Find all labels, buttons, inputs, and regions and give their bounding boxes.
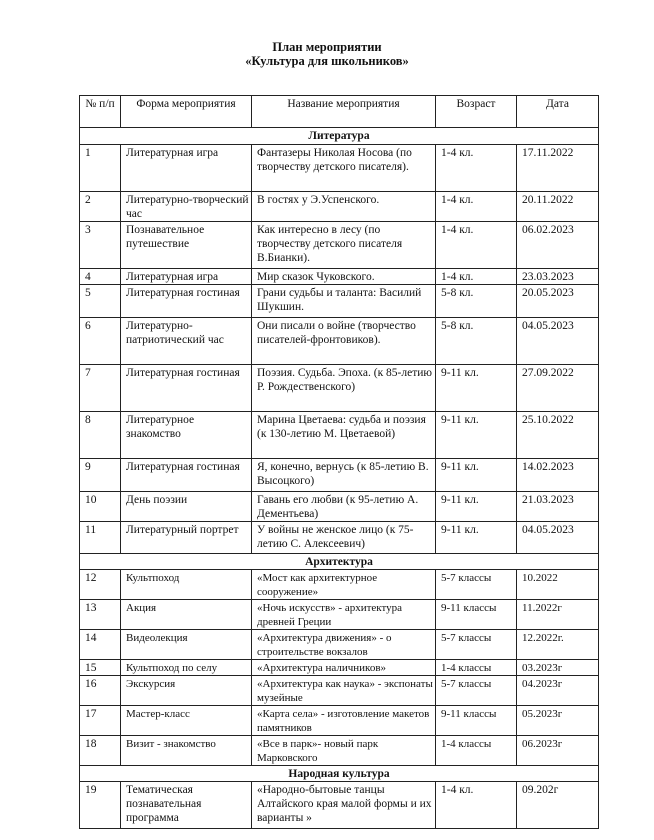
cell-number: 11 bbox=[80, 522, 121, 554]
cell-date: 05.2023г bbox=[517, 706, 599, 736]
cell-date: 04.05.2023 bbox=[517, 522, 599, 554]
cell-title: «Карта села» - изготовление макетов памятников bbox=[252, 706, 436, 736]
cell-title: Мир сказок Чуковского. bbox=[252, 269, 436, 285]
cell-date: 12.2022г. bbox=[517, 630, 599, 660]
cell-date: 04.05.2023 bbox=[517, 318, 599, 365]
cell-number: 14 bbox=[80, 630, 121, 660]
cell-number: 12 bbox=[80, 570, 121, 600]
page-title-line2: «Культура для школьников» bbox=[245, 54, 409, 68]
cell-number: 18 bbox=[80, 736, 121, 766]
cell-title: Я, конечно, вернусь (к 85-летию В. Высоцкого) bbox=[252, 459, 436, 492]
cell-title: Поэзия. Судьба. Эпоха. (к 85-летию Р. Рождественского) bbox=[252, 365, 436, 412]
cell-age: 9-11 кл. bbox=[436, 492, 517, 522]
cell-title: «Мост как архитектурное сооружение» bbox=[252, 570, 436, 600]
cell-title: «Архитектура наличников» bbox=[252, 660, 436, 676]
cell-form: Литературно-творческий час bbox=[121, 192, 252, 222]
cell-form: Мастер-класс bbox=[121, 706, 252, 736]
cell-form: Познавательное путешествие bbox=[121, 222, 252, 269]
cell-age: 9-11 классы bbox=[436, 706, 517, 736]
cell-title: Фантазеры Николая Носова (по творчеству детского писателя). bbox=[252, 145, 436, 192]
cell-date: 11.2022г bbox=[517, 600, 599, 630]
table-row bbox=[80, 145, 599, 192]
column-header-number: № п/п bbox=[80, 96, 121, 128]
cell-date: 23.03.2023 bbox=[517, 269, 599, 285]
cell-form: День поэзии bbox=[121, 492, 252, 522]
table-row bbox=[80, 285, 599, 318]
section-row bbox=[80, 128, 599, 145]
table-row bbox=[80, 600, 599, 630]
cell-age: 1-4 кл. bbox=[436, 782, 517, 829]
cell-form: Литературная гостиная bbox=[121, 365, 252, 412]
cell-age: 5-7 классы bbox=[436, 630, 517, 660]
cell-form: Литературная гостиная bbox=[121, 285, 252, 318]
cell-number: 17 bbox=[80, 706, 121, 736]
table-row bbox=[80, 570, 599, 600]
cell-age: 1-4 кл. bbox=[436, 222, 517, 269]
cell-date: 25.10.2022 bbox=[517, 412, 599, 459]
column-header-age: Возраст bbox=[436, 96, 517, 128]
cell-number: 10 bbox=[80, 492, 121, 522]
cell-age: 5-8 кл. bbox=[436, 285, 517, 318]
table-row bbox=[80, 676, 599, 706]
table-row bbox=[80, 412, 599, 459]
table-row bbox=[80, 365, 599, 412]
cell-number: 4 bbox=[80, 269, 121, 285]
cell-number: 6 bbox=[80, 318, 121, 365]
cell-form: Литературная гостиная bbox=[121, 459, 252, 492]
cell-form: Культпоход по селу bbox=[121, 660, 252, 676]
cell-age: 1-4 кл. bbox=[436, 145, 517, 192]
column-header-date: Дата bbox=[517, 96, 599, 128]
cell-form: Литературная игра bbox=[121, 145, 252, 192]
cell-age: 5-8 кл. bbox=[436, 318, 517, 365]
section-row bbox=[80, 766, 599, 782]
cell-date: 17.11.2022 bbox=[517, 145, 599, 192]
cell-form: Экскурсия bbox=[121, 676, 252, 706]
column-header-form: Форма мероприятия bbox=[121, 96, 252, 128]
table-row bbox=[80, 630, 599, 660]
table-row bbox=[80, 192, 599, 222]
cell-title: «Архитектура как наука» - экспонаты музейные bbox=[252, 676, 436, 706]
column-header-title: Название мероприятия bbox=[252, 96, 436, 128]
cell-title: Грани судьбы и таланта: Василий Шукшин. bbox=[252, 285, 436, 318]
cell-number: 2 bbox=[80, 192, 121, 222]
cell-title: В гостях у Э.Успенского. bbox=[252, 192, 436, 222]
table-row bbox=[80, 318, 599, 365]
cell-date: 27.09.2022 bbox=[517, 365, 599, 412]
cell-title: «Ночь искусств» - архитектура древней Греции bbox=[252, 600, 436, 630]
cell-number: 8 bbox=[80, 412, 121, 459]
cell-date: 04.2023г bbox=[517, 676, 599, 706]
cell-form: Визит - знакомство bbox=[121, 736, 252, 766]
page-title-line1: План мероприятии bbox=[272, 40, 382, 54]
table-row bbox=[80, 522, 599, 554]
table-header-row bbox=[80, 96, 599, 128]
cell-form: Литературно-патриотический час bbox=[121, 318, 252, 365]
cell-age: 9-11 кл. bbox=[436, 459, 517, 492]
cell-age: 1-4 классы bbox=[436, 660, 517, 676]
cell-date: 14.02.2023 bbox=[517, 459, 599, 492]
cell-date: 21.03.2023 bbox=[517, 492, 599, 522]
table-row bbox=[80, 782, 599, 829]
cell-date: 06.2023г bbox=[517, 736, 599, 766]
cell-age: 1-4 классы bbox=[436, 736, 517, 766]
cell-date: 09.202г bbox=[517, 782, 599, 829]
cell-number: 5 bbox=[80, 285, 121, 318]
cell-number: 16 bbox=[80, 676, 121, 706]
section-heading: Народная культура bbox=[80, 766, 599, 782]
cell-date: 06.02.2023 bbox=[517, 222, 599, 269]
cell-number: 7 bbox=[80, 365, 121, 412]
cell-age: 9-11 кл. bbox=[436, 522, 517, 554]
cell-number: 1 bbox=[80, 145, 121, 192]
cell-number: 9 bbox=[80, 459, 121, 492]
events-table bbox=[79, 95, 599, 829]
cell-age: 1-4 кл. bbox=[436, 269, 517, 285]
section-row bbox=[80, 554, 599, 570]
cell-form: Литературный портрет bbox=[121, 522, 252, 554]
cell-form: Акция bbox=[121, 600, 252, 630]
cell-age: 9-11 кл. bbox=[436, 412, 517, 459]
cell-title: Они писали о войне (творчество писателей-фронтовиков). bbox=[252, 318, 436, 365]
section-heading: Архитектура bbox=[80, 554, 599, 570]
cell-date: 10.2022 bbox=[517, 570, 599, 600]
cell-form: Литературная игра bbox=[121, 269, 252, 285]
cell-title: Как интересно в лесу (по творчеству детского писателя В.Бианки). bbox=[252, 222, 436, 269]
cell-form: Литературное знакомство bbox=[121, 412, 252, 459]
cell-number: 3 bbox=[80, 222, 121, 269]
cell-age: 9-11 кл. bbox=[436, 365, 517, 412]
table-row bbox=[80, 660, 599, 676]
cell-number: 19 bbox=[80, 782, 121, 829]
cell-form: Видеолекция bbox=[121, 630, 252, 660]
cell-title: «Все в парк»- новый парк Марковского bbox=[252, 736, 436, 766]
cell-age: 5-7 классы bbox=[436, 570, 517, 600]
cell-age: 1-4 кл. bbox=[436, 192, 517, 222]
cell-date: 03.2023г bbox=[517, 660, 599, 676]
table-row bbox=[80, 222, 599, 269]
cell-title: Марина Цветаева: судьба и поэзия (к 130-летию М. Цветаевой) bbox=[252, 412, 436, 459]
cell-form: Культпоход bbox=[121, 570, 252, 600]
cell-title: У войны не женское лицо (к 75-летию С. Алексеевич) bbox=[252, 522, 436, 554]
table-row bbox=[80, 736, 599, 766]
cell-title: «Народно-бытовые танцы Алтайского края малой формы и их варианты » bbox=[252, 782, 436, 829]
cell-date: 20.05.2023 bbox=[517, 285, 599, 318]
section-heading: Литература bbox=[80, 128, 599, 145]
cell-date: 20.11.2022 bbox=[517, 192, 599, 222]
table-row bbox=[80, 459, 599, 492]
table-row bbox=[80, 492, 599, 522]
cell-age: 5-7 классы bbox=[436, 676, 517, 706]
table-row bbox=[80, 706, 599, 736]
cell-title: Гавань его любви (к 95-летию А. Дементьева) bbox=[252, 492, 436, 522]
cell-title: «Архитектура движения» - о строительстве вокзалов bbox=[252, 630, 436, 660]
cell-age: 9-11 классы bbox=[436, 600, 517, 630]
cell-number: 13 bbox=[80, 600, 121, 630]
cell-form: Тематическая познавательная программа bbox=[121, 782, 252, 829]
table-row bbox=[80, 269, 599, 285]
cell-number: 15 bbox=[80, 660, 121, 676]
